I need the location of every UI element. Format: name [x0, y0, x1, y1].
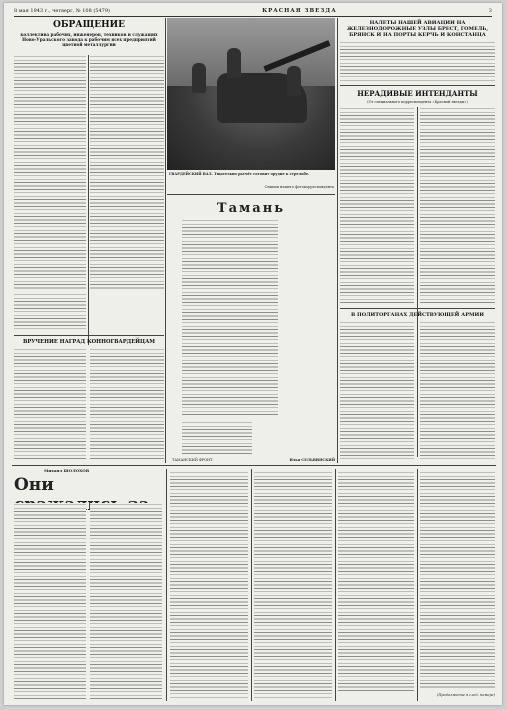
award-text-col1: [14, 348, 86, 460]
story-author: Михаил ШОЛОХОВ: [44, 468, 90, 473]
intendants-subtitle: (От специального корреспондента «Красной звезды»): [367, 100, 468, 104]
intendants-text-col1: [340, 107, 414, 305]
story-col-6: [420, 471, 495, 689]
story-title: Они: [14, 475, 54, 495]
politorgan-text-col2: [420, 321, 495, 461]
poem-location: ТАМАНСКИЙ ФРОНТ.: [172, 458, 214, 462]
appeal-text-col1: [14, 55, 86, 290]
award-text-col2: [90, 348, 164, 460]
poem-stanza-2: [182, 421, 252, 455]
photo-caption: ГВАРДЕЙСКИЙ ВАЛ. Тщательно расчёт готовит орудие к стрельбе.: [169, 172, 310, 176]
right-headline: НАЛЕТЫ НАШЕЙ АВИАЦИИ НА ЖЕЛЕЗНОДОРОЖНЫЕ УЗЛЫ БРЕСТ, ГОМЕЛЬ, БРЯНСК И НА ПОРТЫ КЕРЧЬ И КОНСТАНЦА: [346, 20, 489, 38]
politorgan-title: В ПОЛИТОРГАНАХ ДЕЙСТВУЮЩЕЙ АРМИИ: [351, 312, 484, 318]
award-title: ВРУЧЕНИЕ НАГРАД КОННОГВАРДЕЙЦАМ: [22, 339, 156, 345]
right-headline-text: [340, 41, 495, 83]
front-photo: [167, 18, 335, 170]
politorgan-text-col1: [340, 321, 414, 461]
appeal-subtitle: коллектива рабочих, инженеров, техников и служащих Ново-Уральского завода к рабочим всех предприятий цветной металлургии: [20, 32, 158, 47]
poem-title: Тамань: [216, 201, 286, 216]
intendants-title: НЕРАДИВЫЕ ИНТЕНДАНТЫ: [357, 89, 478, 98]
header-date: 8 мая 1943 г., четверг, № 108 (5479): [14, 8, 110, 14]
story-col-3: [170, 471, 248, 699]
story-col-5: [338, 471, 414, 691]
story-col-2: [90, 503, 162, 699]
appeal-title: ОБРАЩЕНИЕ: [53, 20, 125, 30]
appeal-text-col2: [90, 55, 164, 290]
poem-author: Илья СЕЛЬВИНСКИЙ: [289, 458, 335, 462]
page-number: 3: [488, 8, 492, 14]
newspaper-page: [4, 3, 502, 705]
story-col-4: [254, 471, 332, 699]
story-col-1: [14, 503, 86, 699]
photo-credit: Снимок нашего фотокорреспондента: [264, 185, 334, 189]
continued-note: (Продолжение в след. номере): [436, 693, 495, 697]
page-header: [14, 6, 492, 17]
intendants-text-col2: [420, 107, 495, 305]
appeal-signatures: [14, 293, 86, 331]
masthead: КРАСНАЯ ЗВЕЗДА: [262, 8, 337, 14]
